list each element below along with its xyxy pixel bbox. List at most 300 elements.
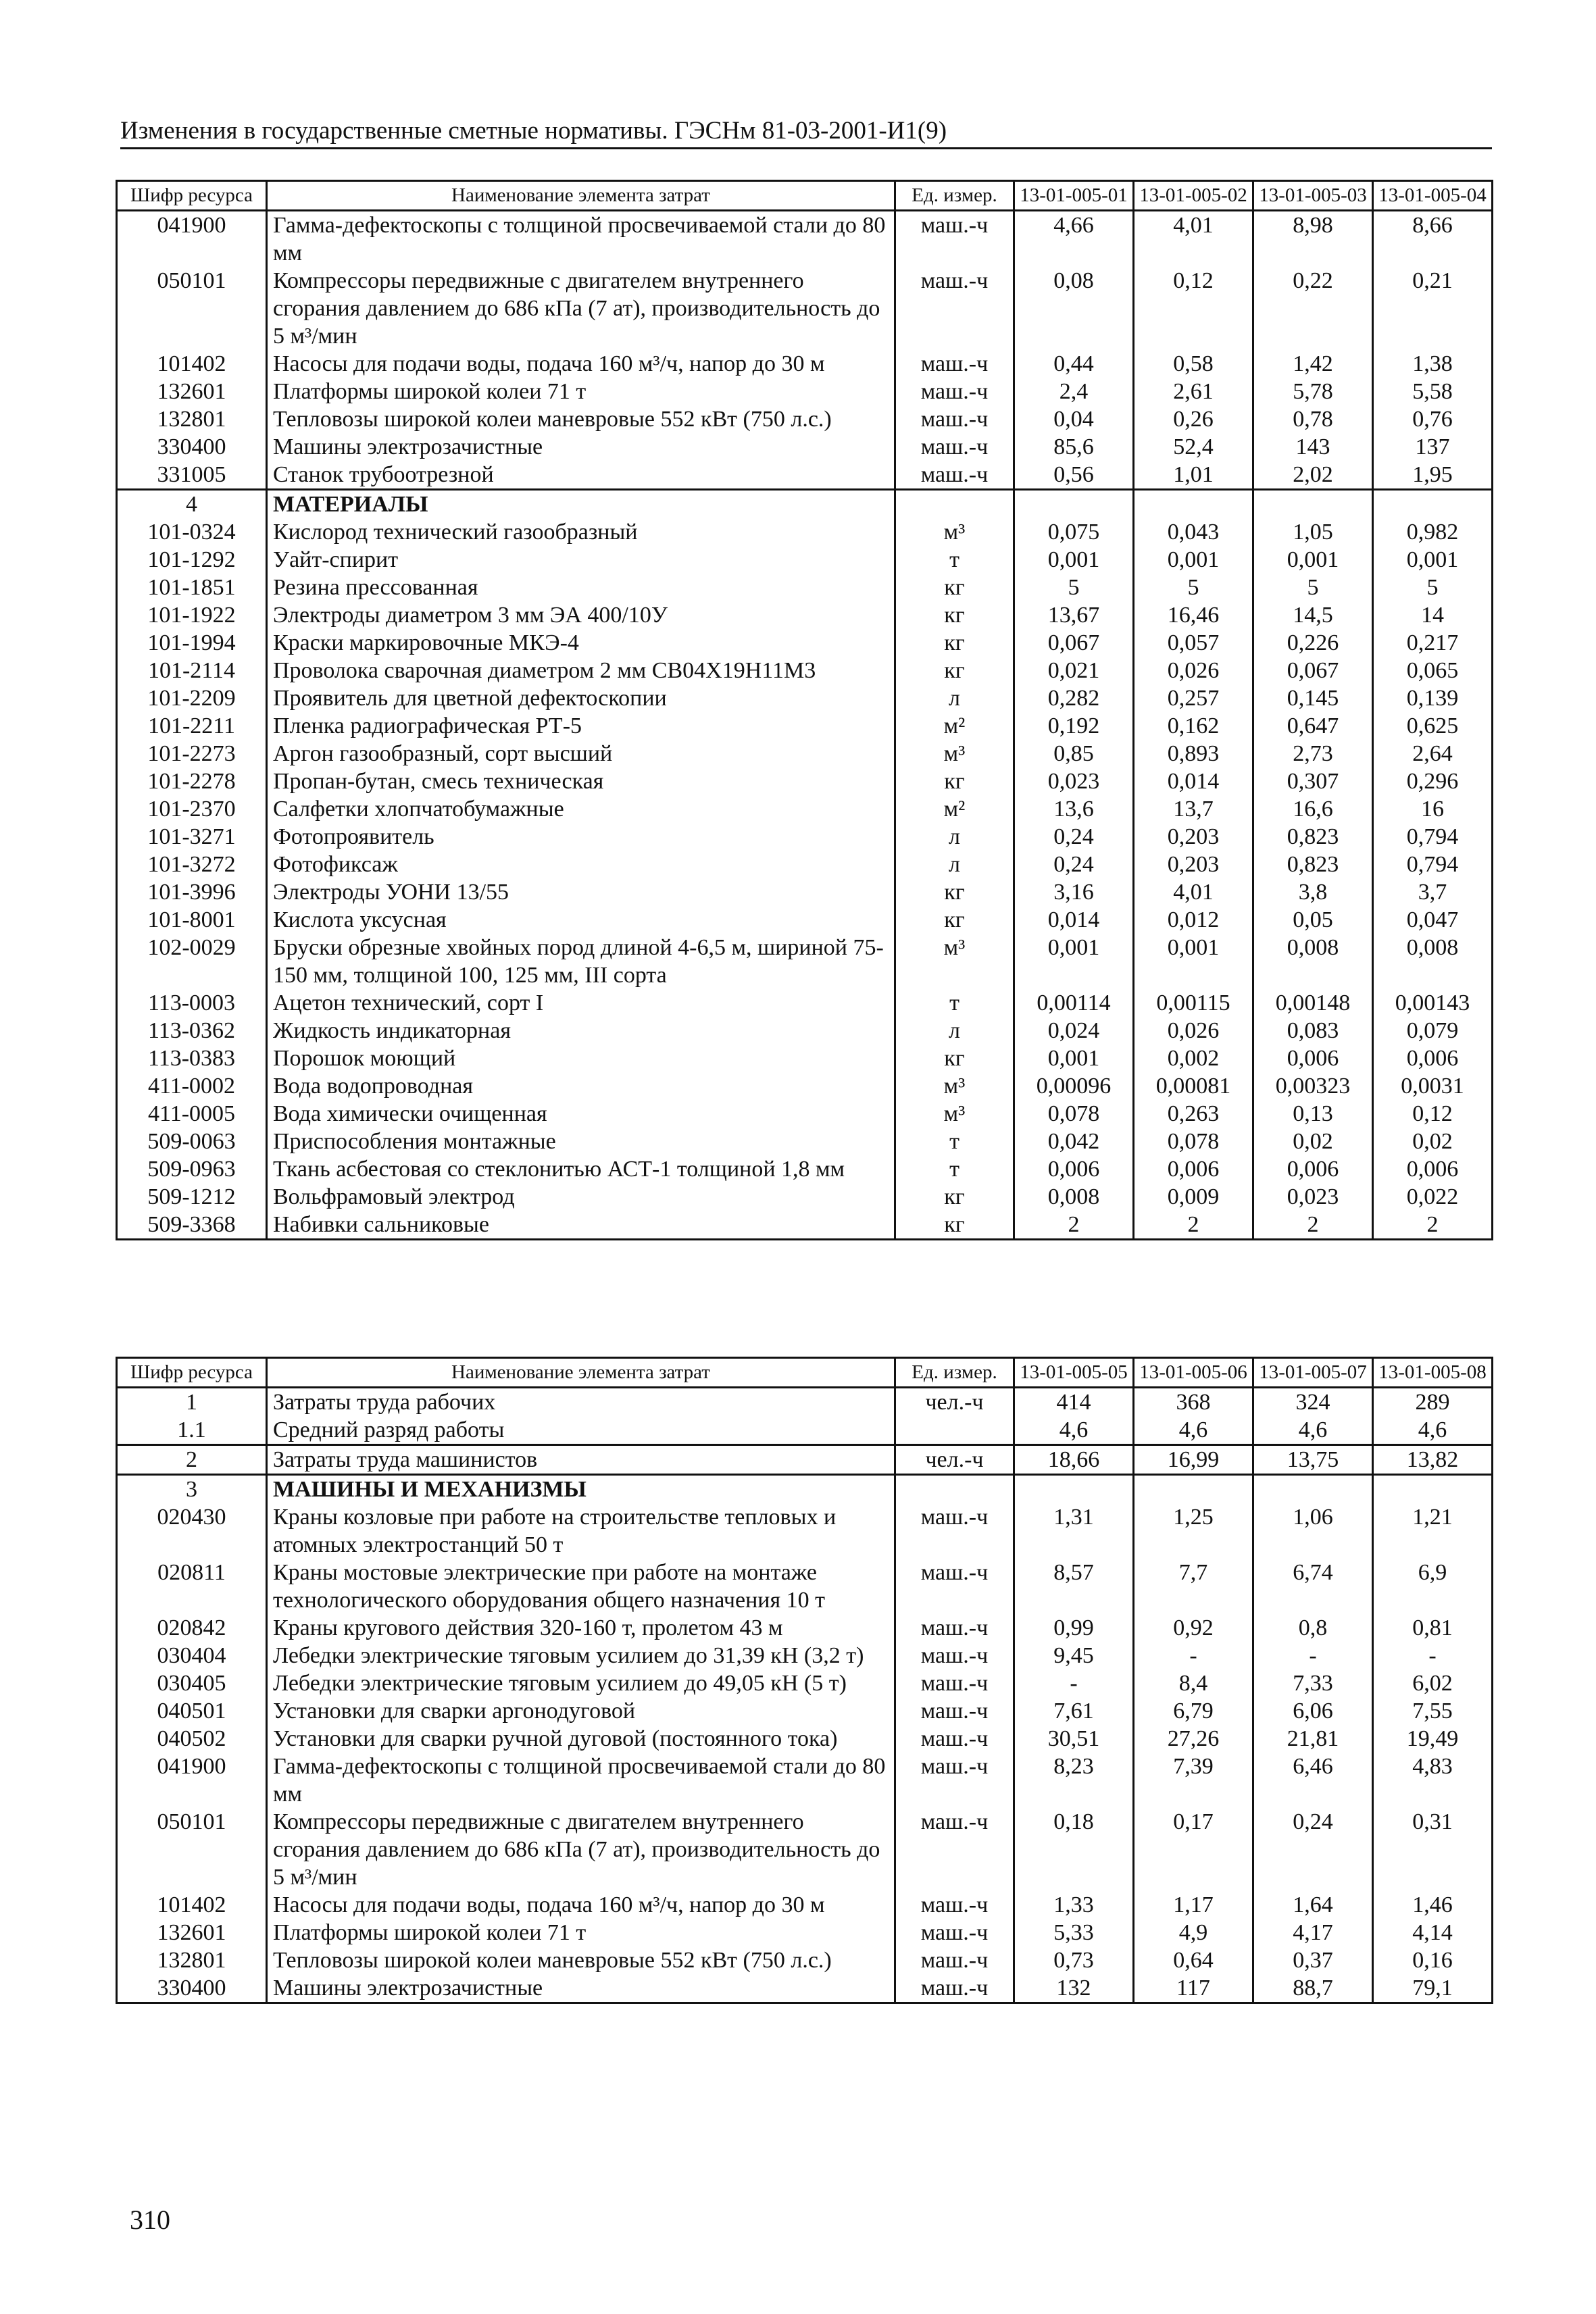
norm-value: 4,83 (1373, 1753, 1493, 1808)
norm-value: 0,008 (1014, 1183, 1134, 1211)
norm-value: 0,067 (1014, 629, 1134, 657)
norm-value: 0,78 (1253, 405, 1373, 433)
unit-cell: маш.-ч (895, 1974, 1014, 2003)
resource-code: 101-1292 (117, 546, 267, 574)
table-header-row (117, 181, 1493, 211)
resource-code: 132601 (117, 378, 267, 405)
norm-value: 0,24 (1253, 1808, 1373, 1891)
resource-code: 041900 (117, 1753, 267, 1808)
norm-value: 0,006 (1373, 1155, 1493, 1183)
norm-value: 16,46 (1134, 601, 1253, 629)
norm-value (1373, 1475, 1493, 1504)
norm-value: 368 (1134, 1388, 1253, 1417)
norm-value: 0,001 (1373, 546, 1493, 574)
resource-name: Вольфрамовый электрод (267, 1183, 895, 1211)
resource-code: 101-3996 (117, 878, 267, 906)
resource-name: Гамма-дефектоскопы с толщиной просвечиваемой стали до 80 мм (267, 211, 895, 268)
resource-code: 509-3368 (117, 1211, 267, 1240)
unit-cell: м³ (895, 518, 1014, 546)
norm-value: 0,794 (1373, 823, 1493, 851)
unit-cell: т (895, 546, 1014, 574)
unit-cell: л (895, 684, 1014, 712)
unit-cell: кг (895, 1183, 1014, 1211)
norm-value: 0,12 (1134, 267, 1253, 350)
resource-name: Фотопроявитель (267, 823, 895, 851)
norm-value: 0,162 (1134, 712, 1253, 740)
table-row (117, 989, 1493, 1017)
norm-value: 0,026 (1134, 1017, 1253, 1045)
norm-value: 0,296 (1373, 768, 1493, 795)
resource-name: Жидкость индикаторная (267, 1017, 895, 1045)
norm-value: 0,00081 (1134, 1072, 1253, 1100)
section-row (117, 1388, 1493, 1417)
norm-value: 0,006 (1014, 1155, 1134, 1183)
resource-code: 101402 (117, 350, 267, 378)
resource-name: Электроды диаметром 3 мм ЭА 400/10У (267, 601, 895, 629)
norm-value: 0,92 (1134, 1614, 1253, 1642)
norm-value: 21,81 (1253, 1725, 1373, 1753)
unit-cell: м³ (895, 740, 1014, 768)
resource-code: 101-1851 (117, 574, 267, 601)
resource-name: Машины электрозачистные (267, 1974, 895, 2003)
norm-value: 0,026 (1134, 657, 1253, 684)
norm-value: 2,73 (1253, 740, 1373, 768)
norm-value: 132 (1014, 1974, 1134, 2003)
norm-value: 0,58 (1134, 350, 1253, 378)
norm-value: 4,6 (1014, 1416, 1134, 1445)
col-header-code: Шифр ресурса (117, 181, 267, 211)
resource-name: Краны козловые при работе на строительстве тепловых и атомных электростанций 50 т (267, 1503, 895, 1559)
table-row (117, 350, 1493, 378)
table-header-row (117, 1358, 1493, 1388)
unit-cell: т (895, 1128, 1014, 1155)
resource-name: Электроды УОНИ 13/55 (267, 878, 895, 906)
norm-value: 4,17 (1253, 1919, 1373, 1946)
norm-value: 2 (1373, 1211, 1493, 1240)
resource-code: 101-3272 (117, 851, 267, 878)
resource-name: Бруски обрезные хвойных пород длиной 4-6,5 м, шириной 75-150 мм, толщиной 100, 125 мм, III сорта (267, 934, 895, 989)
col-header-unit: Ед. измер. (895, 1358, 1014, 1388)
norm-value: 0,078 (1014, 1100, 1134, 1128)
unit-cell: маш.-ч (895, 1559, 1014, 1614)
norm-value: 0,001 (1134, 546, 1253, 574)
norm-value: 6,74 (1253, 1559, 1373, 1614)
table-row (117, 657, 1493, 684)
norm-value: 5 (1014, 574, 1134, 601)
resource-code: 040501 (117, 1697, 267, 1725)
resource-code: 1.1 (117, 1416, 267, 1445)
norm-value: 0,075 (1014, 518, 1134, 546)
resource-code: 132601 (117, 1919, 267, 1946)
resource-code: 102-0029 (117, 934, 267, 989)
norm-value: 5 (1373, 574, 1493, 601)
norm-value: 0,043 (1134, 518, 1253, 546)
norm-value: 0,17 (1134, 1808, 1253, 1891)
norm-value: 88,7 (1253, 1974, 1373, 2003)
unit-cell: маш.-ч (895, 350, 1014, 378)
norm-value: 0,0031 (1373, 1072, 1493, 1100)
norm-value: 30,51 (1014, 1725, 1134, 1753)
resource-code: 101-2209 (117, 684, 267, 712)
norm-value: 0,73 (1014, 1946, 1134, 1974)
norm-value: 0,76 (1373, 405, 1493, 433)
resource-name: Проявитель для цветной дефектоскопии (267, 684, 895, 712)
norm-value: 0,08 (1014, 267, 1134, 350)
norm-value: 6,46 (1253, 1753, 1373, 1808)
norm-value: 414 (1014, 1388, 1134, 1417)
resource-code: 411-0005 (117, 1100, 267, 1128)
unit-cell: м³ (895, 1072, 1014, 1100)
unit-cell: т (895, 989, 1014, 1017)
resource-code: 113-0003 (117, 989, 267, 1017)
table-row (117, 1753, 1493, 1808)
norm-value: 3,8 (1253, 878, 1373, 906)
table-row (117, 461, 1493, 490)
section-row (117, 1445, 1493, 1475)
resource-code: 330400 (117, 1974, 267, 2003)
col-header-norm: 13-01-005-04 (1373, 181, 1493, 211)
col-header-norm: 13-01-005-05 (1014, 1358, 1134, 1388)
norm-value: 6,9 (1373, 1559, 1493, 1614)
resource-name: Гамма-дефектоскопы с толщиной просвечиваемой стали до 80 мм (267, 1753, 895, 1808)
resource-name: Аргон газообразный, сорт высший (267, 740, 895, 768)
resource-name: Платформы широкой колеи 71 т (267, 378, 895, 405)
resource-name: МАШИНЫ И МЕХАНИЗМЫ (267, 1475, 895, 1504)
resource-code: 132801 (117, 1946, 267, 1974)
resource-name: Платформы широкой колеи 71 т (267, 1919, 895, 1946)
resource-name: Салфетки хлопчатобумажные (267, 795, 895, 823)
norm-value: 0,05 (1253, 906, 1373, 934)
resource-code: 101-2114 (117, 657, 267, 684)
table-row (117, 740, 1493, 768)
table-row (117, 906, 1493, 934)
norm-value: 0,37 (1253, 1946, 1373, 1974)
resource-code: 330400 (117, 433, 267, 461)
norm-value: 0,217 (1373, 629, 1493, 657)
norm-value: 13,6 (1014, 795, 1134, 823)
resource-code: 113-0383 (117, 1045, 267, 1072)
norm-value: 13,75 (1253, 1445, 1373, 1475)
norm-value: 0,024 (1014, 1017, 1134, 1045)
unit-cell: чел.-ч (895, 1388, 1014, 1417)
norm-value: 4,6 (1134, 1416, 1253, 1445)
norms-table-2 (116, 1357, 1493, 2004)
norm-value: - (1134, 1642, 1253, 1669)
norm-value: 6,06 (1253, 1697, 1373, 1725)
table-row (117, 851, 1493, 878)
resource-code: 2 (117, 1445, 267, 1475)
resource-name: Тепловозы широкой колеи маневровые 552 кВт (750 л.с.) (267, 1946, 895, 1974)
unit-cell: т (895, 1155, 1014, 1183)
table-row (117, 1017, 1493, 1045)
unit-cell (895, 490, 1014, 519)
table-row (117, 878, 1493, 906)
unit-cell: маш.-ч (895, 1697, 1014, 1725)
resource-name: Станок трубоотрезной (267, 461, 895, 490)
table-row (117, 1946, 1493, 1974)
norm-value: 0,44 (1014, 350, 1134, 378)
unit-cell: кг (895, 629, 1014, 657)
norm-value: 0,257 (1134, 684, 1253, 712)
resource-name: Насосы для подачи воды, подача 160 м³/ч, напор до 30 м (267, 350, 895, 378)
norm-value: 1,06 (1253, 1503, 1373, 1559)
table-row (117, 518, 1493, 546)
col-header-unit: Ед. измер. (895, 181, 1014, 211)
norm-value: 0,307 (1253, 768, 1373, 795)
resource-name: МАТЕРИАЛЫ (267, 490, 895, 519)
resource-name: Установки для сварки ручной дуговой (постоянного тока) (267, 1725, 895, 1753)
norm-value: 1,64 (1253, 1891, 1373, 1919)
norm-value: 4,01 (1134, 878, 1253, 906)
norm-value: 7,39 (1134, 1753, 1253, 1808)
unit-cell: маш.-ч (895, 433, 1014, 461)
norm-value: 5,78 (1253, 378, 1373, 405)
norm-value (1253, 1475, 1373, 1504)
norm-value: 0,203 (1134, 851, 1253, 878)
resource-code: 020811 (117, 1559, 267, 1614)
norm-value: 3,16 (1014, 878, 1134, 906)
table-row (117, 601, 1493, 629)
resource-name: Краны мостовые электрические при работе на монтаже технологического оборудования общего назначения 10 т (267, 1559, 895, 1614)
table-row (117, 1416, 1493, 1445)
norm-value: 143 (1253, 433, 1373, 461)
norm-value: 2 (1134, 1211, 1253, 1240)
resource-name: Ацетон технический, сорт I (267, 989, 895, 1017)
table-row (117, 378, 1493, 405)
norm-value: 7,33 (1253, 1669, 1373, 1697)
norm-value: 0,006 (1253, 1045, 1373, 1072)
norm-value: 3,7 (1373, 878, 1493, 906)
unit-cell: маш.-ч (895, 211, 1014, 268)
norm-value: 1,17 (1134, 1891, 1253, 1919)
table-row (117, 1128, 1493, 1155)
unit-cell: маш.-ч (895, 1503, 1014, 1559)
norm-value: 18,66 (1014, 1445, 1134, 1475)
norm-value: 0,794 (1373, 851, 1493, 878)
unit-cell: кг (895, 906, 1014, 934)
resource-name: Пленка радиографическая РТ-5 (267, 712, 895, 740)
table-row (117, 1503, 1493, 1559)
norm-value: 1,33 (1014, 1891, 1134, 1919)
table-row (117, 1725, 1493, 1753)
unit-cell: маш.-ч (895, 1919, 1014, 1946)
resource-name: Уайт-спирит (267, 546, 895, 574)
norm-value: 0,625 (1373, 712, 1493, 740)
norm-value: 0,001 (1253, 546, 1373, 574)
norm-value: 2 (1253, 1211, 1373, 1240)
resource-code: 101-3271 (117, 823, 267, 851)
norm-value: 0,021 (1014, 657, 1134, 684)
unit-cell: маш.-ч (895, 405, 1014, 433)
norm-value: 52,4 (1134, 433, 1253, 461)
norm-value (1134, 1475, 1253, 1504)
unit-cell: маш.-ч (895, 1891, 1014, 1919)
section-row (117, 1475, 1493, 1504)
table-row (117, 1045, 1493, 1072)
resource-name: Проволока сварочная диаметром 2 мм СВ04Х19Н11М3 (267, 657, 895, 684)
table-row (117, 574, 1493, 601)
norm-value: 5 (1134, 574, 1253, 601)
unit-cell: маш.-ч (895, 378, 1014, 405)
resource-code: 411-0002 (117, 1072, 267, 1100)
resource-name: Ткань асбестовая со стеклонитью АСТ-1 толщиной 1,8 мм (267, 1155, 895, 1183)
resource-name: Лебедки электрические тяговым усилием до 31,39 кН (3,2 т) (267, 1642, 895, 1669)
unit-cell: маш.-ч (895, 1808, 1014, 1891)
norm-value: 0,02 (1253, 1128, 1373, 1155)
norm-value: 0,263 (1134, 1100, 1253, 1128)
unit-cell: кг (895, 657, 1014, 684)
norm-value: 0,99 (1014, 1614, 1134, 1642)
resource-name: Краски маркировочные МКЭ-4 (267, 629, 895, 657)
norm-value: 0,8 (1253, 1614, 1373, 1642)
norms-table-1 (116, 180, 1493, 1240)
norm-value: 13,82 (1373, 1445, 1493, 1475)
norm-value: 0,13 (1253, 1100, 1373, 1128)
norm-value: 0,00115 (1134, 989, 1253, 1017)
norm-value: 14,5 (1253, 601, 1373, 629)
table-row (117, 1891, 1493, 1919)
norm-value: 0,009 (1134, 1183, 1253, 1211)
col-header-code: Шифр ресурса (117, 1358, 267, 1388)
unit-cell: кг (895, 601, 1014, 629)
resource-name: Машины электрозачистные (267, 433, 895, 461)
resource-code: 040502 (117, 1725, 267, 1753)
unit-cell: кг (895, 1045, 1014, 1072)
norm-value: 13,7 (1134, 795, 1253, 823)
norm-value: 0,18 (1014, 1808, 1134, 1891)
table-row (117, 1211, 1493, 1240)
table-row (117, 629, 1493, 657)
norm-value: 4,6 (1373, 1416, 1493, 1445)
norm-value: 0,823 (1253, 823, 1373, 851)
table-row (117, 1669, 1493, 1697)
unit-cell: л (895, 851, 1014, 878)
norm-value: 8,4 (1134, 1669, 1253, 1697)
resource-name: Затраты труда рабочих (267, 1388, 895, 1417)
norm-value: 7,61 (1014, 1697, 1134, 1725)
norm-value (1373, 490, 1493, 519)
norm-value: 0,21 (1373, 267, 1493, 350)
norm-value: 4,6 (1253, 1416, 1373, 1445)
unit-cell: кг (895, 878, 1014, 906)
unit-cell: маш.-ч (895, 1753, 1014, 1808)
page-header: Изменения в государственные сметные нормативы. ГЭСНм 81-03-2001-И1(9) (120, 116, 1492, 149)
norm-value: 0,006 (1253, 1155, 1373, 1183)
norm-value: 0,04 (1014, 405, 1134, 433)
unit-cell: м³ (895, 1100, 1014, 1128)
norm-value: 16 (1373, 795, 1493, 823)
unit-cell: м³ (895, 934, 1014, 989)
resource-code: 1 (117, 1388, 267, 1417)
norm-value: 0,008 (1373, 934, 1493, 989)
norm-value: 0,192 (1014, 712, 1134, 740)
norm-value: 0,002 (1134, 1045, 1253, 1072)
unit-cell (895, 1416, 1014, 1445)
resource-name: Вода водопроводная (267, 1072, 895, 1100)
norm-value: 0,001 (1014, 934, 1134, 989)
norm-value: 6,02 (1373, 1669, 1493, 1697)
norm-value: 0,22 (1253, 267, 1373, 350)
norm-value: 0,647 (1253, 712, 1373, 740)
norm-value: 137 (1373, 433, 1493, 461)
unit-cell: л (895, 823, 1014, 851)
table-row (117, 1974, 1493, 2003)
col-header-norm: 13-01-005-08 (1373, 1358, 1493, 1388)
resource-code: 101-1994 (117, 629, 267, 657)
norm-value: 8,57 (1014, 1559, 1134, 1614)
table-row (117, 1697, 1493, 1725)
resource-name: Пропан-бутан, смесь техническая (267, 768, 895, 795)
table-row (117, 934, 1493, 989)
resource-name: Средний разряд работы (267, 1416, 895, 1445)
resource-name: Компрессоры передвижные с двигателем внутреннего сгорания давлением до 686 кПа (7 ат), производительность до 5 м³/мин (267, 267, 895, 350)
unit-cell: маш.-ч (895, 1725, 1014, 1753)
resource-code: 331005 (117, 461, 267, 490)
norm-value: 289 (1373, 1388, 1493, 1417)
col-header-norm: 13-01-005-07 (1253, 1358, 1373, 1388)
norm-value: 2 (1014, 1211, 1134, 1240)
table-row (117, 768, 1493, 795)
norm-value: 79,1 (1373, 1974, 1493, 2003)
norm-value: - (1373, 1642, 1493, 1669)
unit-cell: кг (895, 574, 1014, 601)
norm-value: 0,81 (1373, 1614, 1493, 1642)
unit-cell: маш.-ч (895, 1946, 1014, 1974)
norm-value: 1,21 (1373, 1503, 1493, 1559)
norm-value: 0,067 (1253, 657, 1373, 684)
table-row (117, 823, 1493, 851)
norm-value: 4,01 (1134, 211, 1253, 268)
norm-value: 0,145 (1253, 684, 1373, 712)
norm-value: 6,79 (1134, 1697, 1253, 1725)
norm-value: - (1253, 1642, 1373, 1669)
norm-value: 0,56 (1014, 461, 1134, 490)
resource-code: 020842 (117, 1614, 267, 1642)
norm-value: 0,982 (1373, 518, 1493, 546)
norm-value: 0,023 (1014, 768, 1134, 795)
table-row (117, 405, 1493, 433)
table-row (117, 1642, 1493, 1669)
norm-value: 5,58 (1373, 378, 1493, 405)
norm-value: 4,9 (1134, 1919, 1253, 1946)
norm-value: 16,6 (1253, 795, 1373, 823)
resource-code: 132801 (117, 405, 267, 433)
norm-value: 0,24 (1014, 851, 1134, 878)
norm-value: 2,64 (1373, 740, 1493, 768)
resource-code: 101-2370 (117, 795, 267, 823)
norm-value: 0,001 (1134, 934, 1253, 989)
norm-value: 8,66 (1373, 211, 1493, 268)
table-row (117, 267, 1493, 350)
norm-value: 8,98 (1253, 211, 1373, 268)
norm-value: 13,67 (1014, 601, 1134, 629)
table-row (117, 684, 1493, 712)
norm-value: 4,14 (1373, 1919, 1493, 1946)
norm-value: 0,006 (1134, 1155, 1253, 1183)
norm-value: 0,078 (1134, 1128, 1253, 1155)
norm-value: 0,001 (1014, 546, 1134, 574)
unit-cell: м² (895, 712, 1014, 740)
norm-value: 0,006 (1373, 1045, 1493, 1072)
norm-value: 19,49 (1373, 1725, 1493, 1753)
resource-name: Установки для сварки аргонодуговой (267, 1697, 895, 1725)
norm-value: 2,4 (1014, 378, 1134, 405)
norm-value: 0,24 (1014, 823, 1134, 851)
norm-value: 0,00114 (1014, 989, 1134, 1017)
resource-name: Набивки сальниковые (267, 1211, 895, 1240)
norm-value: 2,02 (1253, 461, 1373, 490)
norm-value (1014, 1475, 1134, 1504)
